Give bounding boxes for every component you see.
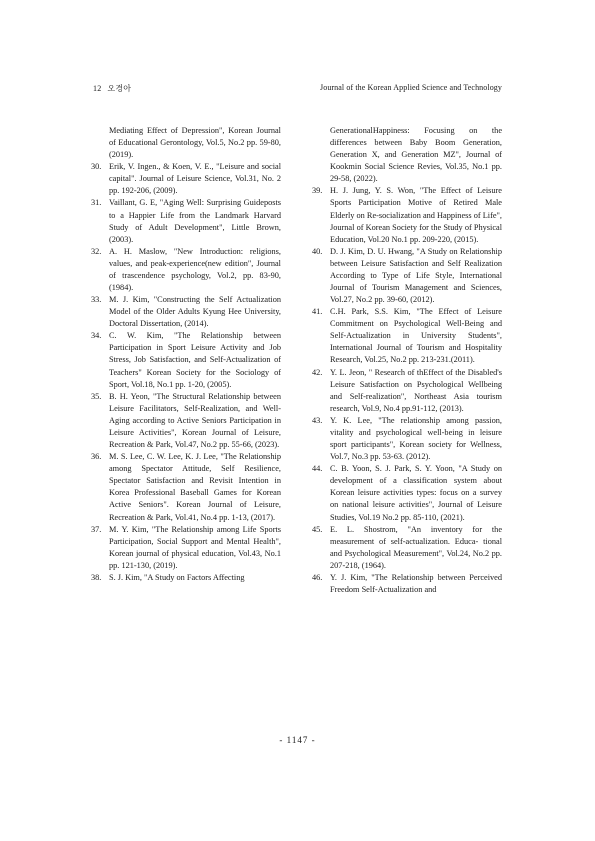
- reference-entry: [91, 161, 281, 197]
- reference-number: 32.: [91, 246, 102, 256]
- page-footer-number: - 1147 -: [279, 735, 316, 745]
- reference-entry: [91, 246, 281, 294]
- reference-entry: [91, 451, 281, 523]
- reference-text: Y. J. Kim, "The Relationship between Perceived Freedom Self-Actualization and: [330, 572, 502, 594]
- reference-text: Mediating Effect of Depression", Korean Journal of Educational Gerontology, Vol.5, No.2 pp. 59-80, (2019).: [109, 126, 281, 160]
- reference-entry: [312, 572, 502, 596]
- reference-text: C. B. Yoon, S. J. Park, S. Y. Yoon, "A Study on development of a classification system about Korean leisure activities types: focus on a survey on national leisure activities", Journal of Leisure Studies, Vol.19 No.2 pp. 85-110, (2021).: [330, 464, 502, 522]
- reference-text: Erik, V. Ingen., & Koen, V. E., "Leisure and social capital". Journal of Leisure Science, Vol.31, No. 2 pp. 192-206, (2009).: [109, 162, 281, 196]
- reference-entry: [91, 572, 281, 584]
- references-right-column: [312, 125, 502, 596]
- reference-text: C. W. Kim, "The Relationship between Participation in Sport Leisure Activity and Job Stress, Job Satisfaction, and Self-Actualization of Teachers" Korean Society for the Sociology of Sport, Vol.18, No.1 pp. 1-20, (2005).: [109, 331, 281, 389]
- reference-text: B. H. Yeon, "The Structural Relationship between Leisure Facilitators, Self-Realization, and Well-Aging according to Active Seniors Participation in Leisure Activities", Korean Journal of Leisure, Recreation & Park, Vol.47, No.2 pp. 55-66, (2023).: [109, 391, 281, 450]
- reference-text: D. J. Kim, D. U. Hwang, "A Study on Relationship between Leisure Satisfaction and Self Realization According to Type of Life Style, International Journal of Tourism Management and Sciences, Vol.27, No.2 pp. 39-60, (2012).: [330, 246, 502, 305]
- reference-number: 35.: [91, 391, 102, 401]
- reference-text: A. H. Maslow, "New Introduction: religions, values, and peak-experience(new edition", Journal of trascendence psychology, Vol.2, pp. 83-90, (1984).: [109, 246, 281, 293]
- reference-number: 31.: [91, 198, 102, 208]
- reference-number: 36.: [91, 452, 102, 462]
- reference-number: 30.: [91, 162, 102, 172]
- reference-number: 44.: [312, 464, 323, 474]
- reference-number: 33.: [91, 295, 102, 305]
- reference-number: 34.: [91, 331, 102, 341]
- reference-text: Y. K. Lee, "The relationship among passion, vitality and psychological well-being in leisure sport participants", Korean society for Wellness, Vol.7, No.3 pp. 53-63. (2012).: [330, 415, 502, 462]
- reference-entry: [312, 367, 502, 415]
- reference-entry: [91, 330, 281, 390]
- reference-text: H. J. Jung, Y. S. Won, "The Effect of Leisure Sports Participation Motive of Retired Male Elderly on Re-socialization and Happiness of Life", Journal of Korean Society for the Study of Physical Education, Vol.20 No.1 pp. 209-220, (2015).: [330, 186, 502, 244]
- reference-number: 40.: [312, 246, 323, 256]
- header-author: 오경아: [107, 84, 132, 93]
- reference-text: M. S. Lee, C. W. Lee, K. J. Lee, "The Relationship among Spectator Attitude, Self Resilience, Spectator Satisfaction and Revisit Intention in Korea Professional Baseball Games for Korean Active Seniors". Korean Journal of Leisure, Recreation & Park, Vol.41, No.4 pp. 1-13, (2017).: [109, 452, 281, 522]
- reference-entry: [312, 524, 502, 572]
- reference-number: 45.: [312, 524, 323, 534]
- reference-text: Y. L. Jeon, " Research of thEffect of the Disabled's Leisure Satisfaction on Psychological Wellbeing and Self-realization", Northeast Asia tourism research, Vol.9, No.4 pp.91-112, (2013).: [330, 367, 502, 413]
- reference-text: S. J. Kim, "A Study on Factors Affecting: [109, 572, 245, 582]
- reference-number: 41.: [312, 307, 323, 317]
- reference-number: 37.: [91, 524, 102, 534]
- reference-entry: [312, 415, 502, 463]
- reference-text: E. L. Shostrom, "An inventory for the measurement of self-actualization. Educa- tional and Psychological Measurement", Vol.24, No.2 pp. 207-218, (1964).: [330, 524, 502, 570]
- reference-text: GenerationalHappiness: Focusing on the differences between Baby Boom Generation, Generation X, and Generation MZ", Journal of Kookmin Social Science Revies, Vol.35, No.1 pp. 29-58, (2022).: [330, 126, 502, 184]
- reference-text: M. J. Kim, "Constructing the Self Actualization Model of the Older Adults Kyung Hee University, Doctoral Dissertation, (2014).: [109, 295, 281, 329]
- header-page-number: 12: [93, 84, 102, 93]
- reference-text: M. Y. Kim, "The Relationship among Life Sports Participation, Social Support and Mental Health", Korean journal of physical education, Vol.43, No.1 pp. 121-130, (2019).: [109, 524, 281, 570]
- reference-entry: [91, 125, 281, 161]
- reference-number: 46.: [312, 572, 323, 582]
- reference-entry: [312, 185, 502, 245]
- running-header-left: [93, 83, 131, 94]
- reference-number: 42.: [312, 367, 323, 377]
- reference-number: 38.: [91, 572, 102, 582]
- reference-entry: [312, 246, 502, 306]
- reference-text: C.H. Park, S.S. Kim, "The Effect of Leisure Commitment on Psychological Well-Being and Self-Actualization in University Students", International Journal of Tourism and Hospitality Research, Vol.25, No.2 pp. 213-231.(2011).: [330, 307, 502, 365]
- references-left-column: [91, 125, 281, 584]
- running-header-journal: Journal of the Korean Applied Science and Technology: [320, 83, 502, 92]
- reference-entry: [312, 306, 502, 366]
- reference-text: Vaillant, G. E, "Aging Well: Surprising Guideposts to a Happier Life from the Landmark Harvard Study of Adult Development", Little Brown, (2003).: [109, 198, 281, 244]
- reference-entry: [91, 197, 281, 245]
- reference-number: 39.: [312, 186, 323, 196]
- reference-entry: [91, 391, 281, 451]
- reference-entry: [312, 463, 502, 523]
- reference-number: 43.: [312, 415, 323, 425]
- reference-entry: [312, 125, 502, 185]
- reference-entry: [91, 524, 281, 572]
- reference-entry: [91, 294, 281, 330]
